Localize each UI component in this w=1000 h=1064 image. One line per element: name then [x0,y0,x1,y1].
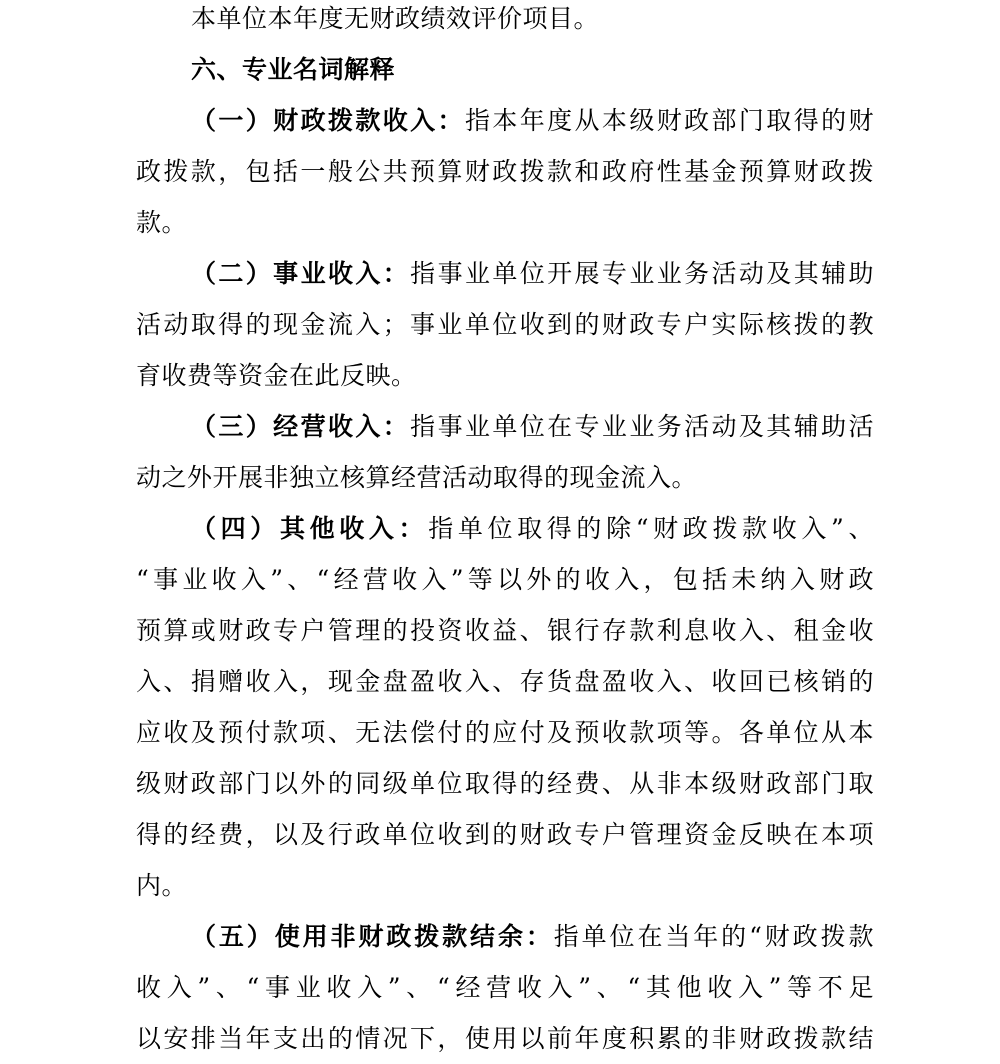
definition-term: （二）事业收入： [191,259,411,288]
definition-line [136,503,874,554]
definition-line [136,95,874,146]
definition-text: 指单位取得的除“财政拨款收入”、 [428,514,874,543]
definition-line: 预算或财政专户管理的投资收益、银行存款利息收入、租金收 [136,616,874,645]
definition-item-4 [136,503,874,911]
definition-item-5 [136,911,874,1064]
definition-term: （一）财政拨款收入： [191,106,465,135]
definition-line: 收入”、“事业收入”、“经营收入”、“其他收入”等不足 [136,973,874,1002]
section-heading-text: 六、专业名词解释 [191,55,396,84]
definition-line: “事业收入”、“经营收入”等以外的收入，包括未纳入财政 [136,565,874,594]
definition-line: 得的经费，以及行政单位收到的财政专户管理资金反映在本项 [136,820,874,849]
definition-line: 以安排当年支出的情况下，使用以前年度积累的非财政拨款结 [136,1024,874,1053]
definition-term: （四）其他收入： [191,514,429,543]
definition-line: 活动取得的现金流入；事业单位收到的财政专户实际核拨的教 [136,310,874,339]
document-page [136,0,874,1064]
definition-line: 育收费等资金在此反映。 [136,361,417,390]
definition-line: 入、捐赠收入，现金盘盈收入、存货盘盈收入、收回已核销的 [136,667,874,696]
definition-item-2 [136,248,874,401]
definition-line [136,401,874,452]
definition-text: 指本年度从本级财政部门取得的财 [464,106,874,135]
definition-line [136,911,874,962]
definition-item-3 [136,401,874,503]
definition-line: 动之外开展非独立核算经营活动取得的现金流入。 [136,463,698,492]
intro-paragraph [136,0,874,44]
definition-line: 内。 [136,871,188,900]
definition-text: 指事业单位在专业业务活动及其辅助活 [410,412,874,441]
definition-text: 指单位在当年的“财政拨款 [553,922,874,951]
definition-line: 款。 [136,208,188,237]
definition-line [136,248,874,299]
section-heading [136,44,874,95]
definition-text: 指事业单位开展专业业务活动及其辅助 [410,259,874,288]
definition-line: 应收及预付款项、无法偿付的应付及预收款项等。各单位从本 [136,718,874,747]
definition-item-1 [136,95,874,248]
definition-line: 级财政部门以外的同级单位取得的经费、从非本级财政部门取 [136,769,874,798]
intro-text: 本单位本年度无财政绩效评价项目。 [191,4,600,33]
definition-term: （五）使用非财政拨款结余： [191,922,554,951]
definition-term: （三）经营收入： [191,412,411,441]
definition-line: 政拨款，包括一般公共预算财政拨款和政府性基金预算财政拨 [136,157,874,186]
